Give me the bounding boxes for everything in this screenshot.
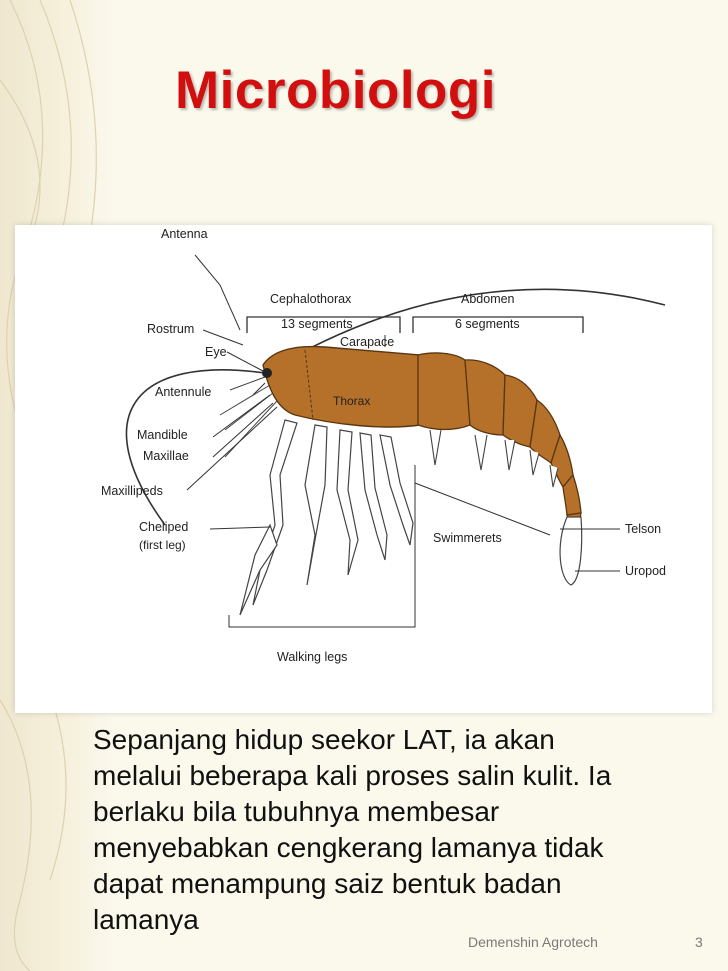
label-rostrum: Rostrum <box>147 322 195 336</box>
body-line: dapat menampung saiz bentuk badan <box>93 868 562 899</box>
label-antennule: Antennule <box>155 385 212 399</box>
label-maxillae: Maxillae <box>143 449 189 463</box>
body-line: lamanya <box>93 904 199 935</box>
body-paragraph <box>93 722 705 938</box>
label-abdomen-segments: 6 segments <box>455 317 520 331</box>
label-thorax: Thorax <box>333 394 371 408</box>
label-walking-legs: Walking legs <box>277 650 348 664</box>
label-eye: Eye <box>205 345 227 359</box>
footer-text: Demenshin Agrotech <box>468 934 598 950</box>
eye-shape <box>262 368 272 378</box>
shrimp-anatomy-diagram <box>15 225 712 713</box>
label-abdomen: Abdomen <box>461 292 515 306</box>
label-uropod: Uropod <box>625 564 666 578</box>
body-line: melalui beberapa kali proses salin kulit. Ia <box>93 760 612 791</box>
label-cheliped: Cheliped <box>139 520 189 534</box>
body-line: Sepanjang hidup seekor LAT, ia akan <box>93 724 555 755</box>
label-cephalothorax-segments: 13 segments <box>281 317 353 331</box>
page-number: 3 <box>695 934 703 950</box>
label-antenna: Antenna <box>161 227 208 241</box>
body-line: menyebabkan cengkerang lamanya tidak <box>93 832 604 863</box>
slide-title: Microbiologi <box>175 61 497 120</box>
cheliped-claw <box>240 525 277 615</box>
cephalothorax-shape <box>263 347 420 427</box>
label-telson: Telson <box>625 522 662 536</box>
body-line: berlaku bila tubuhnya membesar <box>93 796 500 827</box>
label-cheliped-note: (first leg) <box>139 538 186 552</box>
uropod-shape <box>560 517 582 585</box>
label-swimmerets: Swimmerets <box>433 531 502 545</box>
label-maxillipeds: Maxillipeds <box>101 484 163 498</box>
label-carapace: Carapace <box>340 335 395 349</box>
label-cephalothorax: Cephalothorax <box>270 292 352 306</box>
label-mandible: Mandible <box>137 428 188 442</box>
